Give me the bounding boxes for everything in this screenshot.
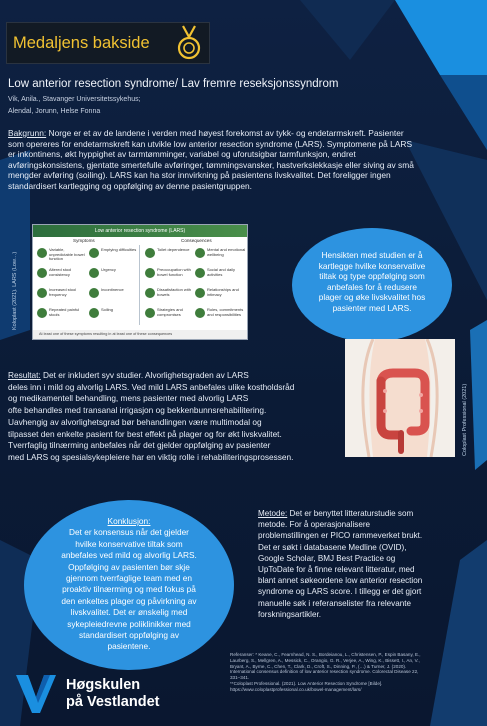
result-line: Tverrfaglig tilnærming anbefales når det gjelder oppfølging av pasienter [8, 440, 271, 451]
background-section [8, 128, 478, 192]
consequence-icon [145, 248, 155, 258]
references [230, 652, 478, 693]
method-line: Metode: Det er benyttet litteraturstudie som [258, 509, 414, 518]
figure2-caption: Coloplast Professional (2021) [462, 383, 468, 456]
reference-line: Referanser: * Keane, C., Fearnhead, N. S., Bordeianou, L., Christensen, P., Espin Basany, E., [230, 652, 421, 657]
colon-illustration [345, 339, 455, 457]
symptom-item: Altered stool consistency [37, 267, 87, 281]
consequence-icon [195, 268, 205, 278]
authors [8, 94, 141, 118]
method-line: syndrome og LARS score. I tillegg er det gjort [258, 587, 422, 597]
method-line: forskningsartikler. [258, 609, 321, 619]
result-line: Resultat: Det er inkludert syv studier. Alvorlighetsgraden av LARS [8, 370, 249, 380]
symptom-item: Increased stool frequency [37, 287, 87, 301]
symptom-item: Repeated painful stools [37, 307, 87, 321]
method-line: problemstillingen er PICO rammeverket brukt. [258, 531, 423, 541]
symptom-icon [89, 288, 99, 298]
poster-title: Medaljens bakside [13, 34, 150, 52]
consequence-item: Relationships and intimacy [195, 287, 245, 301]
symptoms-title: Symptoms [73, 238, 95, 243]
reference-line: https://www.coloplastprofessional.co.uk/bowel-management/lars/ [230, 686, 362, 692]
infographic-divider [139, 245, 140, 325]
conclusion-text: Konklusjon: Det er konsensus når det gjelder hvilke konservative tiltak som anbefales ved mild og alvorlig LARS. Oppfølging av pasienten bør skje gjennom tverrfaglige team med en proaktiv tilnærming og med fokus på den enkeltes plager og påvirkning av livskvalitet. Det er ønskelig med sykepleiedrevne poliklinikker med standardisert oppfølging av pasientene. [34, 516, 224, 653]
lars-infographic [32, 224, 248, 340]
background-line: er inkontinens, økt hyppighet av tarmtømminger, variabel og uforutsigbar tarmfunksjon, endret [8, 149, 356, 160]
symptom-icon [89, 308, 99, 318]
reference-line: International consensus definition of low anterior resection syndrome. Colorectal Disease 22, [230, 669, 419, 675]
hvl-logo-icon [16, 675, 56, 713]
conclusion-bubble [24, 500, 234, 670]
reference-line: Bryant, A., Byrne, C., Chen, T., Clark, D., Croft, S., Dinning, P., (…) & Turner, J. (2020). [230, 663, 407, 669]
background-label: Bakgrunn: [8, 128, 47, 138]
method-line: manuelle søk i referanselister fra relevante [258, 598, 411, 608]
symptom-icon [37, 268, 47, 278]
method-section [258, 508, 478, 620]
consequence-icon [145, 308, 155, 318]
background-line: som opereres for endetarmskreft kan utvikle low anterior resection syndrome (LARS). Symptomene på LARS [8, 138, 413, 149]
consequence-item: Strategies and compromises [145, 307, 195, 321]
infographic-header: Low anterior resection syndrome (LARS) [33, 225, 247, 237]
reference-line: **Coloplast Professional. (2021). Low Anterior Resection Syndrome [Bilde]. [230, 680, 383, 686]
symptom-item: Urgency [89, 267, 139, 281]
consequence-item: Preoccupation with bowel function [145, 267, 195, 281]
method-line: UpToDate for å finne relevant litteratur, med [258, 565, 415, 575]
aim-text: Hensikten med studien er å kartlegge hvilke konservative tiltak og type oppfølging som anbefales for å redusere plager og øke livskvalitet hos pasienter med LARS. [318, 250, 426, 313]
aim-bubble [292, 228, 452, 342]
logo-line2: på Vestlandet [66, 694, 160, 710]
title-box [6, 22, 210, 64]
symptom-item: Variable, unpredictable bowel function [37, 247, 87, 261]
consequences-title: Consequences [181, 238, 212, 243]
result-line: ofte behandles med transanal irrigasjon og bekkenbunnsrehabilitering. [8, 405, 267, 416]
colon-anatomy-icon [345, 339, 455, 457]
symptom-item: Soiling [89, 307, 139, 321]
conclusion-label: Konklusjon: [107, 516, 151, 526]
background-line: standardisert kartlegging og oppfølging av denne pasientgruppen. [8, 180, 252, 191]
symptom-icon [89, 268, 99, 278]
result-line: tilpasset den enkelte pasient for best effekt på plager og for økt livskvalitet. [8, 428, 282, 439]
result-line: deles inn i mild og alvorlig LARS. Ved mild LARS anbefales ulike kostholdsråd [8, 381, 295, 392]
consequence-item: Mental and emotional wellbeing [195, 247, 245, 261]
symptom-item: Incontinence [89, 287, 139, 301]
figure1-caption: Koloplast (2021). LARS (Low…) [12, 251, 18, 330]
method-line: blant annet søkeordene low anterior resection [258, 576, 423, 586]
infographic-footer: At least one of these symptoms resulting in at least one of these consequences [33, 330, 247, 339]
reference-line: 331–341. [230, 675, 250, 681]
method-line: Google Scholar, BMJ Best Practice og [258, 553, 396, 563]
background-line: avføringskonsistens, gjentatte smertefulle avføringer, tømmingsvansker, hastverkslekkasje eller siving av små [8, 159, 414, 170]
method-line: metode. For å operasjonalisere [258, 520, 371, 530]
symptom-icon [37, 248, 47, 258]
author-line: Vik, Anila., Stavanger Universitetssykehus; [8, 96, 141, 103]
result-section [8, 370, 340, 464]
result-label: Resultat: [8, 370, 41, 380]
consequence-item: Social and daily activities [195, 267, 245, 281]
result-line: og medikamentell behandling, mens pasienter med alvorlig LARS [8, 393, 249, 404]
consequence-icon [195, 248, 205, 258]
medal-icon [175, 25, 203, 61]
result-line: med LARS og spesialsykepleiere har en viktig rolle i rehabiliteringsprosessen. [8, 451, 294, 462]
symptom-icon [37, 308, 47, 318]
method-label: Metode: [258, 509, 288, 518]
reference-line: Laurberg, S., Mellgren, A., Messick, C., Orangio, G. R., Verjee, A., Wing, K., Bissett, I., An, V., [230, 657, 420, 663]
symptom-icon [37, 288, 47, 298]
consequence-icon [195, 288, 205, 298]
consequence-item: Dissatisfaction with bowels [145, 287, 195, 301]
author-line: Alendal, Jorunn, Helse Fonna [8, 108, 101, 115]
background-line: Bakgrunn: Norge er et av de landene i verden med høyest forekomst av tykk- og endetarmskreft. Pasienter [8, 128, 404, 138]
poster-subtitle: Low anterior resection syndrome/ Lav fremre reseksjonssyndrom [8, 78, 339, 90]
consequence-item: Toilet dependence [145, 247, 195, 261]
consequence-icon [145, 268, 155, 278]
method-line: Det er søkt i databasene Medline (OVID), [258, 542, 407, 552]
background-line: mengder avføring (soiling). LARS kan ha stor innvirkning på pasientens livskvalitet. Det foreligger ingen [8, 170, 391, 181]
consequence-item: Roles, commitments and responsibilities [195, 307, 245, 321]
symptom-item: Emptying difficulties [89, 247, 139, 261]
consequence-icon [145, 288, 155, 298]
logo-line1: Høgskulen [66, 677, 141, 693]
symptom-icon [89, 248, 99, 258]
result-line: Uavhengig av alvorlighetsgrad bør behandlingen være multimodal og [8, 416, 262, 427]
consequence-icon [195, 308, 205, 318]
